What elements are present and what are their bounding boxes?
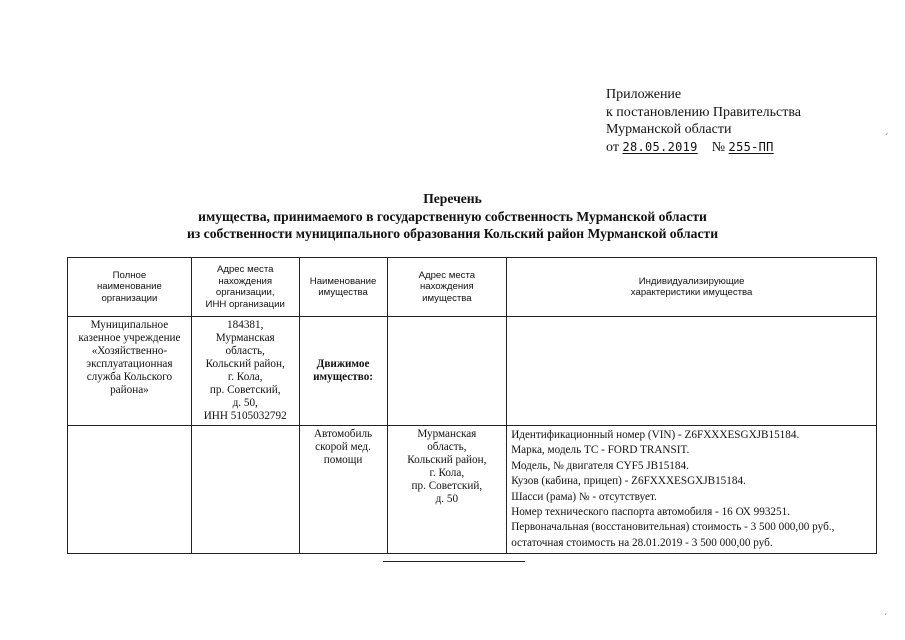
cell-text-line: Автомобиль bbox=[313, 428, 373, 440]
cell-text-line: Индивидуализирующие bbox=[638, 275, 745, 287]
property-group-cell bbox=[299, 317, 387, 426]
cell-text-line: Модель, № двигателя CYF5 JB15184. bbox=[511, 459, 689, 472]
org-address-cell bbox=[191, 317, 299, 426]
number-prefix: № bbox=[711, 139, 726, 155]
header-property-address bbox=[387, 258, 507, 317]
cell-text-line: Марка, модель ТС - FORD TRANSIT. bbox=[511, 444, 690, 457]
cell-text-line: г. Кола, bbox=[429, 467, 465, 479]
cell-text-line: помощи bbox=[323, 454, 363, 466]
cell-text-line: скорой мед. bbox=[315, 441, 371, 453]
cell-text-line: района» bbox=[110, 384, 149, 396]
scan-mark: ˏ bbox=[883, 606, 888, 616]
table-row bbox=[68, 317, 877, 426]
cell-text-line: Движимое bbox=[316, 358, 370, 370]
cell-text-line: Наименование bbox=[309, 275, 377, 287]
header-org-name bbox=[68, 258, 192, 317]
cell-text-line: Адрес места bbox=[418, 269, 476, 281]
cell-text-line: Кольский район, bbox=[205, 358, 285, 370]
resolution-date: 28.05.2019 bbox=[622, 139, 698, 154]
cell-text-line: пр. Советский, bbox=[209, 384, 281, 396]
cell-text-line: организации, bbox=[215, 287, 275, 298]
cell-text-line: имущества bbox=[318, 287, 368, 298]
title-line-1: Перечень bbox=[423, 191, 482, 206]
cell-text-line: Номер технического паспорта автомобиля - 16 ОХ 993251. bbox=[511, 506, 791, 519]
cell-text-line: Муниципальное bbox=[90, 319, 169, 331]
cell-text-line: «Хозяйственно- bbox=[91, 345, 168, 357]
cell-text-line: служба Кольского bbox=[86, 371, 173, 383]
item-address-cell bbox=[387, 426, 507, 554]
cell-text-line: казенное учреждение bbox=[78, 332, 181, 344]
org-name-cell bbox=[68, 317, 192, 426]
cell-text-line: нахождения bbox=[218, 275, 273, 287]
cell-text-line: г. Кола, bbox=[227, 371, 263, 383]
cell-text-line: область, bbox=[225, 345, 265, 357]
cell-text-line: Кузов (кабина, прицеп) - Z6FXXXESGXJB15184. bbox=[511, 475, 746, 488]
cell-text-line: Кольский район, bbox=[407, 454, 487, 466]
cell-text-line: имущества bbox=[422, 292, 472, 304]
appendix-region-line: Мурманской области bbox=[606, 122, 732, 137]
header-org-address bbox=[191, 258, 299, 317]
cell-text-line: д. 50 bbox=[435, 493, 459, 505]
empty-cell bbox=[191, 426, 299, 554]
closing-line bbox=[383, 561, 525, 562]
header-property-name bbox=[299, 258, 387, 317]
cell-text-line: ИНН организации bbox=[205, 298, 285, 310]
title-line-2: имущества, принимаемого в государственную собственность Мурманской области bbox=[198, 208, 707, 224]
empty-cell bbox=[507, 317, 877, 426]
appendix-block bbox=[606, 86, 801, 156]
scan-mark: ˏ bbox=[884, 126, 889, 136]
resolution-number: 255-ПП bbox=[728, 139, 774, 154]
date-prefix: от bbox=[606, 139, 619, 155]
appendix-title: Приложение bbox=[606, 87, 682, 102]
item-name-cell bbox=[299, 426, 387, 554]
cell-text-line: область, bbox=[427, 441, 467, 453]
header-characteristics bbox=[507, 258, 877, 317]
document-title bbox=[0, 190, 905, 243]
cell-text-line: наименование bbox=[96, 281, 162, 293]
cell-text-line: Шасси (рама) № - отсутствует. bbox=[511, 490, 657, 503]
table-row bbox=[68, 426, 877, 554]
table-header-row bbox=[68, 258, 877, 317]
cell-text-line: остаточная стоимость на 28.01.2019 - 3 500 000,00 руб. bbox=[511, 536, 773, 549]
cell-text-line: ИНН 5105032792 bbox=[203, 410, 287, 422]
cell-text-line: нахождения bbox=[419, 281, 474, 293]
empty-cell bbox=[387, 317, 507, 426]
cell-text-line: эксплуатационная bbox=[86, 358, 173, 370]
empty-cell bbox=[68, 426, 192, 554]
title-line-3: из собственности муниципального образования Кольский район Мурманской области bbox=[186, 226, 719, 241]
cell-text-line: имущество: bbox=[313, 371, 374, 383]
cell-text-line: Первоначальная (восстановительная) стоимость - 3 500 000,00 руб., bbox=[511, 521, 835, 534]
cell-text-line: Мурманская bbox=[417, 428, 477, 440]
cell-text-line: характеристики имущества bbox=[630, 287, 753, 298]
cell-text-line: Адрес места bbox=[216, 264, 274, 275]
cell-text-line: Идентификационный номер (VIN) - Z6FXXXESGXJB15184. bbox=[511, 429, 800, 441]
cell-text-line: д. 50, bbox=[232, 397, 258, 409]
cell-text-line: 184381, bbox=[227, 319, 264, 331]
cell-text-line: Мурманская bbox=[215, 332, 275, 344]
appendix-resolution-line: к постановлению Правительства bbox=[606, 104, 802, 120]
item-characteristics-cell bbox=[507, 426, 877, 554]
cell-text-line: организации bbox=[101, 292, 158, 304]
cell-text-line: Полное bbox=[112, 269, 147, 281]
cell-text-line: пр. Советский, bbox=[411, 480, 483, 492]
property-table bbox=[67, 257, 877, 554]
appendix-date-line bbox=[606, 139, 801, 157]
